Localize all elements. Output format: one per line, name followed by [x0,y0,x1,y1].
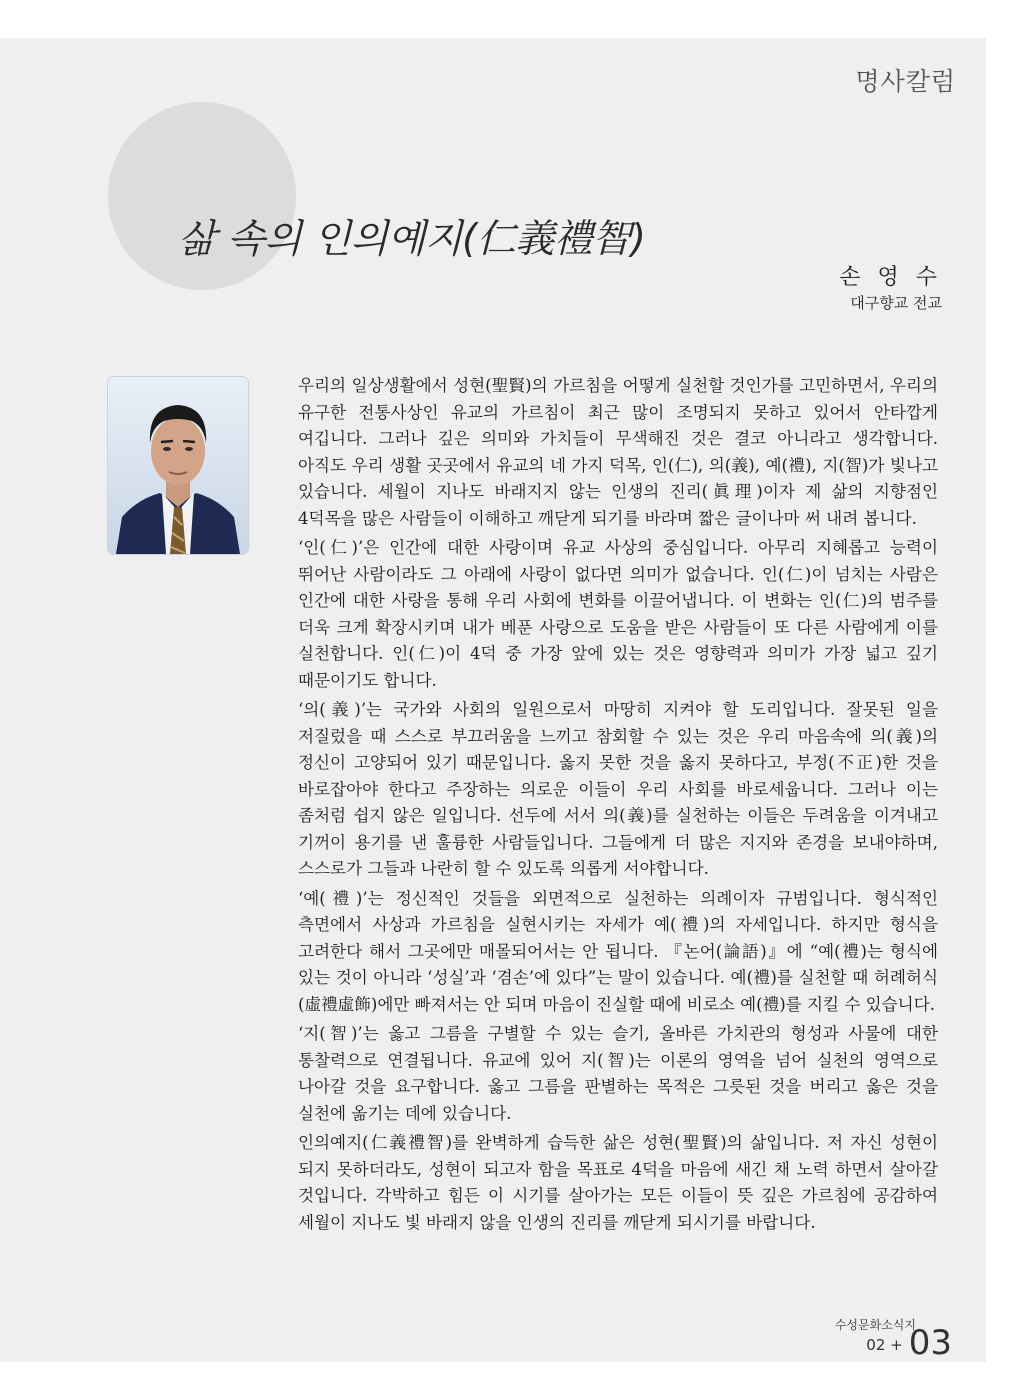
page-folio [866,1323,952,1363]
page-number: 03 [908,1323,952,1363]
paragraph-in: ‘인(仁)’은 인간에 대한 사랑이며 유교 사상의 중심입니다. 아무리 지혜롭고 능력이 뛰어난 사람이라도 그 아래에 사랑이 없다면 의미가 없습니다. 인(仁)이 넘치는 사람은 인간에 대한 사랑을 통해 우리 사회에 변화를 이끌어냅니다. 이 변화는 인(仁)의 범주를 더욱 크게 확장시키며 내가 베푼 사랑으로 도움을 받은 사람들이 또 다른 사람에게 이를 실천합니다. 인(仁)이 4덕 중 가장 앞에 있는 것은 영향력과 의미가 가장 넓고 깊기 때문이기도 합니다. [298,538,938,690]
paragraph-ji: ‘지(智)’는 옳고 그름을 구별할 수 있는 슬기, 올바른 가치관의 형성과 사물에 대한 통찰력으로 연결됩니다. 유교에 있어 지(智)는 이론의 영역을 넘어 실천의 영역으로 나아갈 것을 요구합니다. 옳고 그름을 판별하는 목적은 그릇된 것을 버리고 옳은 것을 실천에 옮기는 데에 있습니다. [298,1024,938,1123]
author-role: 대구향교 전교 [850,294,942,312]
paragraph-conclusion: 인의예지(仁義禮智)를 완벽하게 습득한 삶은 성현(聖賢)의 삶입니다. 저 자신 성현이 되지 못하더라도, 성현이 되고자 함을 목표로 4덕을 마음에 새긴 채 노력 하면서 살아갈 것입니다. 각박하고 힘든 이 시기를 살아가는 모든 이들이 뜻 깊은 가르침에 공감하여 세월이 지나도 빛 바래지 않을 인생의 진리를 깨닫게 되시기를 바랍니다. [298,1133,938,1232]
paragraph-ui: ‘의(義)’는 국가와 사회의 일원으로서 마땅히 지켜야 할 도리입니다. 잘못된 일을 저질렀을 때 스스로 부끄러움을 느끼고 참회할 수 있는 것은 우리 마음속에 의(義)의 정신이 고양되어 있기 때문입니다. 옳지 못한 것을 옳지 못하다고, 부정(不正)한 것을 바로잡아야 한다고 주장하는 의로운 이들이 우리 사회를 바로세웁니다. 그러나 이는 좀처럼 쉽지 않은 일입니다. 선두에 서서 의(義)를 실천하는 이들은 두려움을 이겨내고 기꺼이 용기를 낸 훌륭한 사람들입니다. 그들에게 더 많은 지지와 존경을 보내야하며, 스스로가 그들과 나란히 할 수 있도록 의롭게 서야합니다. [298,700,938,878]
article-body [298,373,938,1239]
author-name: 손 영 수 [839,265,942,290]
author-photo [108,377,248,554]
paragraph-ye: ‘예(禮)’는 정신적인 것들을 외면적으로 실천하는 의례이자 규범입니다. 형식적인 측면에서 사상과 가르침을 실현시키는 자세가 예(禮)의 자세입니다. 하지만 형식을 고려한다 해서 그곳에만 매몰되어서는 안 됩니다. 『논어(論語)』에 “예(禮)는 형식에 있는 것이 아니라 ‘성실’과 ‘겸손’에 있다”는 말이 있습니다. 예(禮)를 실천할 때 허례허식(虛禮虛飾)에만 빠져서는 안 되며 마음이 진실할 때에 비로소 예(禮)를 지킬 수 있습니다. [298,888,938,1014]
prev-page-number: 02 + [866,1336,903,1354]
paragraph-intro: 우리의 일상생활에서 성현(聖賢)의 가르침을 어떻게 실천할 것인가를 고민하면서, 우리의 유구한 전통사상인 유교의 가르침이 최근 많이 조명되지 못하고 있어서 안타깝게 여깁니다. 그러나 깊은 의미와 가치들이 무색해진 것은 결코 아니라고 생각합니다. 아직도 우리 생활 곳곳에서 유교의 네 가지 덕목, 인(仁), 의(義), 예(禮), 지(智)가 빛나고 있습니다. 세월이 지나도 바래지지 않는 인생의 진리(眞理)이자 제 삶의 지향점인 4덕목을 많은 사람들이 이해하고 깨닫게 되기를 바라며 짧은 글이나마 써 내려 봅니다. [298,376,938,528]
page-sheet [0,38,986,1362]
section-label: 명사칼럼 [855,67,956,96]
magazine-name: 수성문화소식지 [834,1318,916,1332]
article-title: 삶 속의 인의예지(仁義禮智) [178,217,646,262]
